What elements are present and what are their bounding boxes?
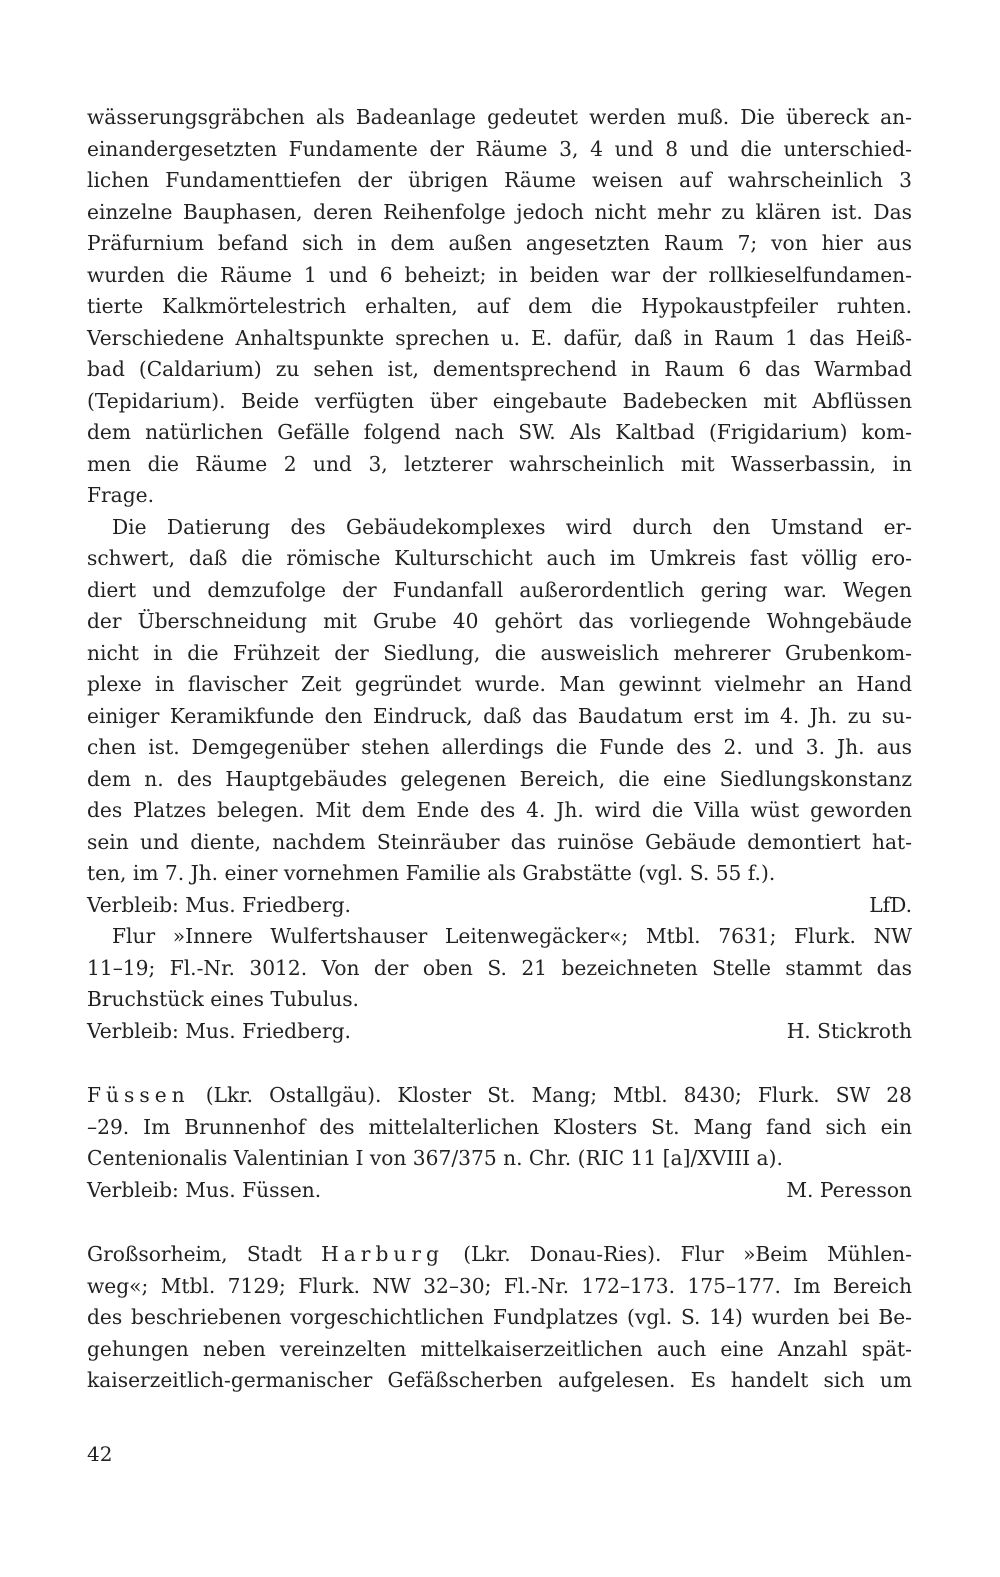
text-line: plexe in flavischer Zeit gegründet wurde. Man gewinnt vielmehr an Hand [87, 672, 912, 696]
text-line: der Überschneidung mit Grube 40 gehört das vorliegende Wohngebäude [87, 609, 912, 633]
entry-harburg [87, 1239, 912, 1397]
text-line [87, 1239, 912, 1271]
text-line: diert und demzufolge der Fundanfall außerordentlich gering war. Wegen [87, 577, 912, 602]
entry-text: (Lkr. Donau-Ries). Flur »Beim Mühlen- [463, 1242, 912, 1266]
entry-separator [87, 1206, 912, 1239]
text-line: Präfurnium befand sich in dem außen angesetzten Raum 7; von hier aus [87, 231, 912, 255]
text-line: 11–19; Fl.-Nr. 3012. Von der oben S. 21 bezeichneten Stelle stammt das [87, 955, 912, 980]
text-line: Flur »Innere Wulfertshauser Leitenwegäcker«; Mtbl. 7631; Flurk. NW [112, 924, 912, 948]
text-line: bad (Caldarium) zu sehen ist, dementsprechend in Raum 6 das Warmbad [87, 357, 912, 381]
place-name: Harburg [321, 1242, 444, 1266]
text-line: Centenionalis Valentinian I von 367/375 n. Chr. (RIC 11 [a]/XVIII a). [87, 1146, 783, 1170]
entry-fuessen [87, 1080, 912, 1206]
location-note [87, 1016, 912, 1048]
text-line: sein und diente, nachdem Steinräuber das ruinöse Gebäude demontiert hat- [87, 829, 912, 854]
text-line: einiger Keramikfunde den Eindruck, daß das Baudatum erst im 4. Jh. zu su- [87, 703, 912, 728]
text-line: einandergesetzten Fundamente der Räume 3, 4 und 8 und die unterschied- [87, 136, 912, 161]
entry-prefix: Großsorheim, Stadt [87, 1242, 302, 1266]
text-line: Die Datierung des Gebäudekomplexes wird durch den Umstand er- [112, 514, 912, 539]
text-line: kaiserzeitlich-germanischer Gefäßscherben aufgelesen. Es handelt sich um [87, 1368, 912, 1392]
text-line: –29. Im Brunnenhof des mittelalterlichen Klosters St. Mang fand sich ein [87, 1114, 912, 1139]
text-line: des Platzes belegen. Mit dem Ende des 4. Jh. wird die Villa wüst geworden [87, 798, 912, 822]
text-line: men die Räume 2 und 3, letzterer wahrscheinlich mit Wasserbassin, in [87, 451, 912, 476]
text-line: ten, im 7. Jh. einer vornehmen Familie als Grabstätte (vgl. S. 55 f.). [87, 861, 776, 885]
text-line: einzelne Bauphasen, deren Reihenfolge jedoch nicht mehr zu klären ist. Das [87, 199, 912, 224]
text-line: Verschiedene Anhaltspunkte sprechen u. E. dafür, daß in Raum 1 das Heiß- [87, 325, 912, 350]
paragraph-dating [87, 512, 912, 890]
place-name: Füssen [87, 1083, 190, 1107]
text-line: (Tepidarium). Beide verfügten über eingebaute Badebecken mit Abflüssen [87, 388, 912, 413]
text-line: dem natürlichen Gefälle folgend nach SW. Als Kaltbad (Frigidarium) kom- [87, 420, 912, 444]
author-signature: LfD. [869, 892, 912, 917]
text-line: des beschriebenen vorgeschichtlichen Fundplatzes (vgl. S. 14) wurden bei Be- [87, 1305, 912, 1329]
entry-text: (Lkr. Ostallgäu). Kloster St. Mang; Mtbl. 8430; Flurk. SW 28 [205, 1083, 912, 1107]
text-line: Frage. [87, 483, 154, 507]
text-column [87, 102, 912, 1397]
entry-separator [87, 1047, 912, 1080]
text-line: tierte Kalkmörtelestrich erhalten, auf dem die Hypokaustpfeiler ruhten. [87, 294, 912, 318]
location-text: Verbleib: Mus. Füssen. [87, 1177, 322, 1202]
text-line [87, 1080, 912, 1112]
text-line: nicht in die Frühzeit der Siedlung, die ausweislich mehrerer Grubenkom- [87, 640, 912, 665]
text-line: Bruchstück eines Tubulus. [87, 987, 359, 1011]
text-line: schwert, daß die römische Kulturschicht auch im Umkreis fast völlig ero- [87, 546, 912, 570]
text-line: gehungen neben vereinzelten mittelkaiserzeitlichen auch eine Anzahl spät- [87, 1336, 912, 1361]
text-line: lichen Fundamenttiefen der übrigen Räume weisen auf wahrscheinlich 3 [87, 168, 912, 192]
paragraph-tubulus [87, 921, 912, 1016]
text-line: wässerungsgräbchen als Badeanlage gedeutet werden muß. Die übereck an- [87, 105, 912, 129]
text-line: wurden die Räume 1 und 6 beheizt; in beiden war der rollkieselfundamen- [87, 262, 912, 287]
text-line: weg«; Mtbl. 7129; Flurk. NW 32–30; Fl.-Nr. 172–173. 175–177. Im Bereich [87, 1273, 912, 1298]
location-text: Verbleib: Mus. Friedberg. [87, 892, 351, 917]
location-note [87, 890, 912, 922]
location-note [87, 1175, 912, 1207]
paragraph-bath-rooms [87, 102, 912, 512]
text-line: dem n. des Hauptgebäudes gelegenen Bereich, die eine Siedlungskonstanz [87, 766, 912, 791]
author-signature: M. Peresson [786, 1177, 912, 1202]
page-number: 42 [87, 1442, 113, 1466]
author-signature: H. Stickroth [786, 1018, 912, 1043]
text-line: chen ist. Demgegenüber stehen allerdings die Funde des 2. und 3. Jh. aus [87, 735, 912, 759]
location-text: Verbleib: Mus. Friedberg. [87, 1018, 351, 1043]
